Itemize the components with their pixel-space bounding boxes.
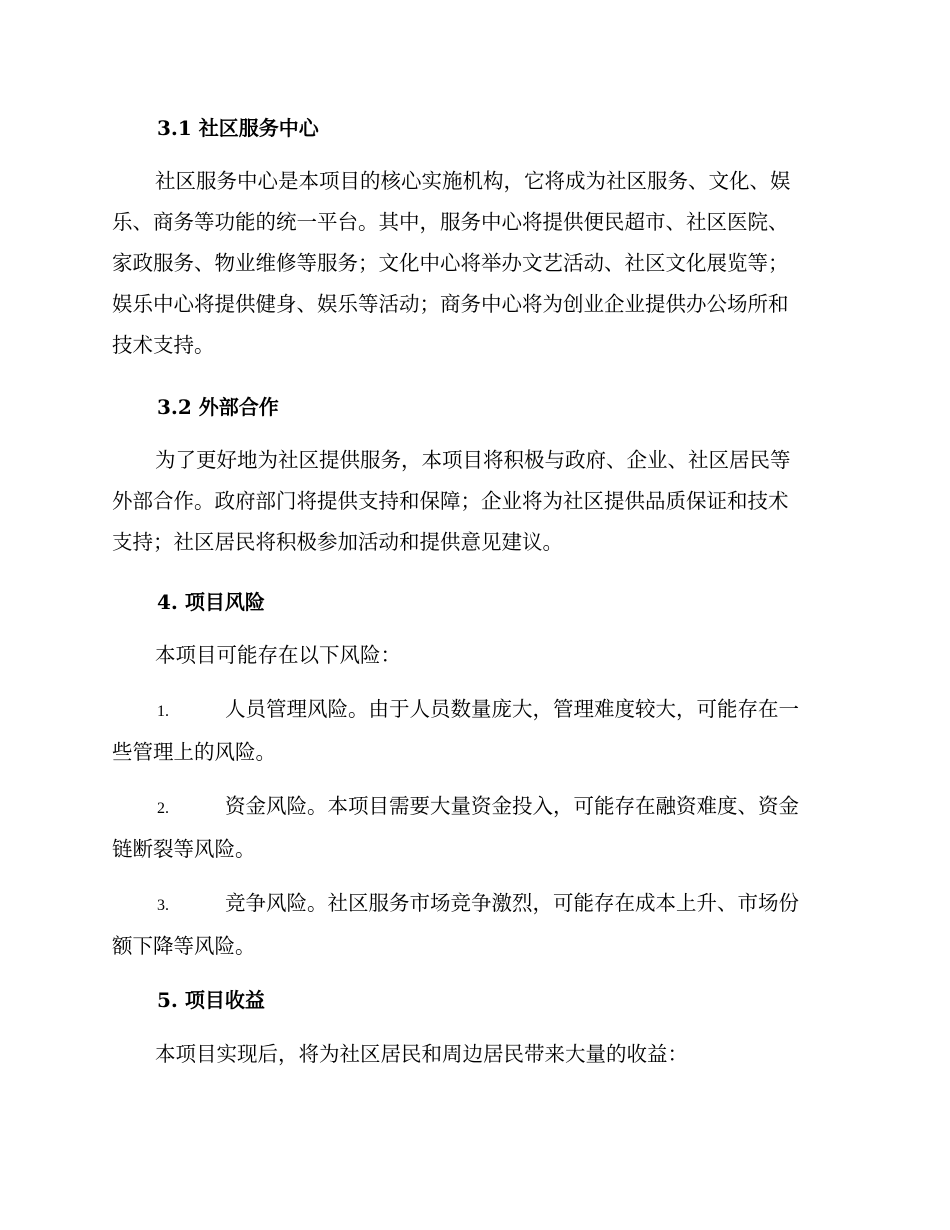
heading-4: 4. 项目风险	[157, 590, 265, 614]
heading-3-1: 3.1 社区服务中心	[157, 116, 319, 140]
heading-3-2: 3.2 外部合作	[157, 395, 279, 419]
list-line: 1. 人员管理风险。由于人员数量庞大，管理难度较大，可能存在一	[112, 689, 832, 732]
paragraph-line: 本项目可能存在以下风险：	[155, 643, 401, 667]
list-number: 1.	[157, 703, 169, 720]
paragraph-line: 支持；社区居民将积极参加活动和提供意见建议。	[112, 530, 563, 554]
list-number: 3.	[157, 897, 169, 914]
list-number: 2.	[157, 800, 169, 817]
risk-item-2	[112, 786, 832, 870]
paragraph-3-2	[112, 440, 832, 563]
list-line: 3. 竞争风险。社区服务市场竞争激烈，可能存在成本上升、市场份	[112, 883, 832, 926]
list-line: 2. 资金风险。本项目需要大量资金投入，可能存在融资难度、资金	[112, 786, 832, 829]
list-line: 额下降等风险。	[112, 934, 256, 958]
paragraph-line: 社区服务中心是本项目的核心实施机构，它将成为社区服务、文化、娱	[155, 169, 791, 193]
paragraph-line: 家政服务、物业维修等服务；文化中心将举办文艺活动、社区文化展览等；	[112, 251, 789, 275]
risk-item-1	[112, 689, 832, 773]
list-line: 些管理上的风险。	[112, 740, 276, 764]
paragraph-line: 技术支持。	[112, 333, 215, 357]
paragraph-5-intro	[112, 1034, 832, 1075]
risk-item-3	[112, 883, 832, 967]
list-line: 链断裂等风险。	[112, 837, 256, 861]
paragraph-line: 娱乐中心将提供健身、娱乐等活动；商务中心将为创业企业提供办公场所和	[112, 292, 789, 316]
paragraph-4-intro	[112, 635, 832, 676]
heading-5: 5. 项目收益	[157, 988, 265, 1012]
paragraph-line: 为了更好地为社区提供服务，本项目将积极与政府、企业、社区居民等	[155, 448, 791, 472]
paragraph-line: 乐、商务等功能的统一平台。其中，服务中心将提供便民超市、社区医院、	[112, 210, 789, 234]
paragraph-line: 本项目实现后，将为社区居民和周边居民带来大量的收益：	[155, 1042, 688, 1066]
paragraph-3-1	[112, 161, 832, 366]
paragraph-line: 外部合作。政府部门将提供支持和保障；企业将为社区提供品质保证和技术	[112, 489, 789, 513]
